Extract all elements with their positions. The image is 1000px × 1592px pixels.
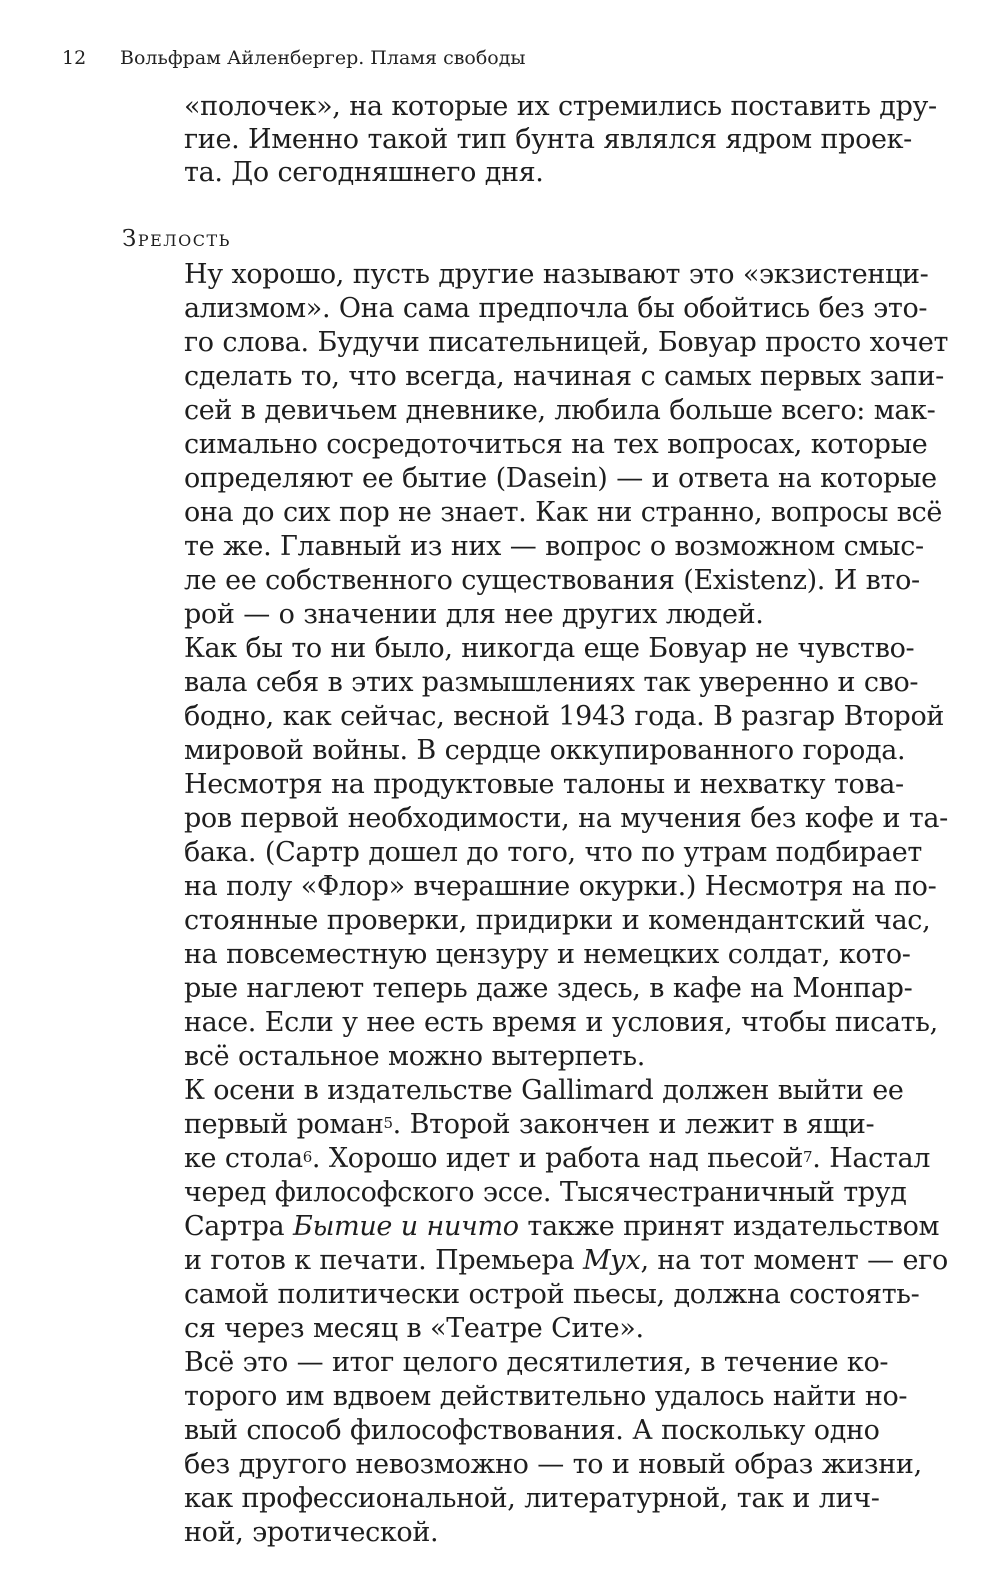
text-line: «полочек», на которые их стремились поставить дру-: [184, 91, 937, 122]
text-line: на повсеместную цензуру и немецких солдат, кото-: [184, 939, 911, 970]
line-text: . Хорошо идет и работа над пьесой: [311, 1143, 804, 1174]
text-line: бака. (Сартр дошел до того, что по утрам подбирает: [184, 837, 922, 868]
text-line: [184, 1108, 874, 1142]
line-text: Сартра: [184, 1211, 293, 1242]
footnote-marker: 5: [383, 1114, 393, 1132]
text-line: черед философского эссе. Тысячестраничный труд: [184, 1177, 907, 1208]
text-line: всё остальное можно вытерпеть.: [184, 1041, 645, 1072]
text-line: Как бы то ни было, никогда еще Бовуар не чувство-: [184, 633, 915, 664]
text-line: как профессиональной, литературной, так и лич-: [184, 1483, 880, 1514]
text-line: ализмом». Она сама предпочла бы обойтись без это-: [184, 293, 928, 324]
text-line: К осени в издательстве Gallimard должен выйти ее: [184, 1075, 904, 1106]
text-line: те же. Главный из них — вопрос о возможном смыс-: [184, 531, 924, 562]
text-line: Ну хорошо, пусть другие называют это «экзистенци-: [184, 259, 929, 290]
play-title: Мух: [582, 1245, 641, 1276]
text-line: гие. Именно такой тип бунта являлся ядром проек-: [184, 124, 912, 155]
page-number: 12: [62, 47, 87, 69]
text-line: [184, 1210, 939, 1244]
text-line: сей в девичьем дневнике, любила больше всего: мак-: [184, 395, 936, 426]
line-text: первый роман: [184, 1109, 384, 1140]
line-text: , на тот момент — его: [640, 1245, 948, 1276]
text-line: самой политически острой пьесы, должна состоять-: [184, 1279, 920, 1310]
text-line: бодно, как сейчас, весной 1943 года. В разгар Второй: [184, 701, 945, 732]
line-text: ке стола: [184, 1143, 303, 1174]
text-line: ной, эротической.: [184, 1517, 439, 1548]
text-line: та. До сегодняшнего дня.: [184, 157, 544, 188]
text-line: ров первой необходимости, на мучения без кофе и та-: [184, 803, 948, 834]
text-line: рой — о значении для нее других людей.: [184, 599, 764, 630]
text-line: симально сосредоточиться на тех вопросах, которые: [184, 429, 928, 460]
text-line: мировой войны. В сердце оккупированного города.: [184, 735, 906, 766]
text-line: определяют ее бытие (Dasein) — и ответа на которые: [184, 463, 937, 494]
text-line: го слова. Будучи писательницей, Бовуар просто хочет: [184, 327, 949, 358]
text-line: ся через месяц в «Театре Сите».: [184, 1313, 644, 1344]
text-line: [184, 1142, 930, 1176]
text-line: вала себя в этих размышлениях так уверенно и сво-: [184, 667, 919, 698]
section-heading: Зрелость: [122, 226, 231, 252]
text-line: [184, 1244, 948, 1278]
book-title: Бытие и ничто: [293, 1211, 519, 1242]
text-line: она до сих пор не знает. Как ни странно, вопросы всё: [184, 497, 943, 528]
text-line: на полу «Флор» вчерашние окурки.) Несмотря на по-: [184, 871, 937, 902]
footnote-marker: 7: [803, 1148, 813, 1166]
text-line: Всё это — итог целого десятилетия, в течение ко-: [184, 1347, 889, 1378]
text-line: стоянные проверки, придирки и комендантский час,: [184, 905, 931, 936]
running-title: Вольфрам Айленбергер. Пламя свободы: [120, 47, 526, 69]
footnote-marker: 6: [302, 1148, 312, 1166]
text-line: вый способ философствования. А поскольку одно: [184, 1415, 880, 1446]
line-text: также принят издательством: [518, 1211, 940, 1242]
text-line: без другого невозможно — то и новый образ жизни,: [184, 1449, 922, 1480]
text-line: рые наглеют теперь даже здесь, в кафе на Монпар-: [184, 973, 913, 1004]
running-head: [62, 46, 526, 70]
text-line: Несмотря на продуктовые талоны и нехватку това-: [184, 769, 904, 800]
text-line: торого им вдвоем действительно удалось найти но-: [184, 1381, 908, 1412]
line-text: и готов к печати. Премьера: [184, 1245, 583, 1276]
line-text: . Второй закончен и лежит в ящи-: [392, 1109, 875, 1140]
text-line: сделать то, что всегда, начиная с самых первых запи-: [184, 361, 944, 392]
text-line: насе. Если у нее есть время и условия, чтобы писать,: [184, 1007, 938, 1038]
text-line: ле ее собственного существования (Existenz). И вто-: [184, 565, 920, 596]
line-text: . Настал: [812, 1143, 931, 1174]
